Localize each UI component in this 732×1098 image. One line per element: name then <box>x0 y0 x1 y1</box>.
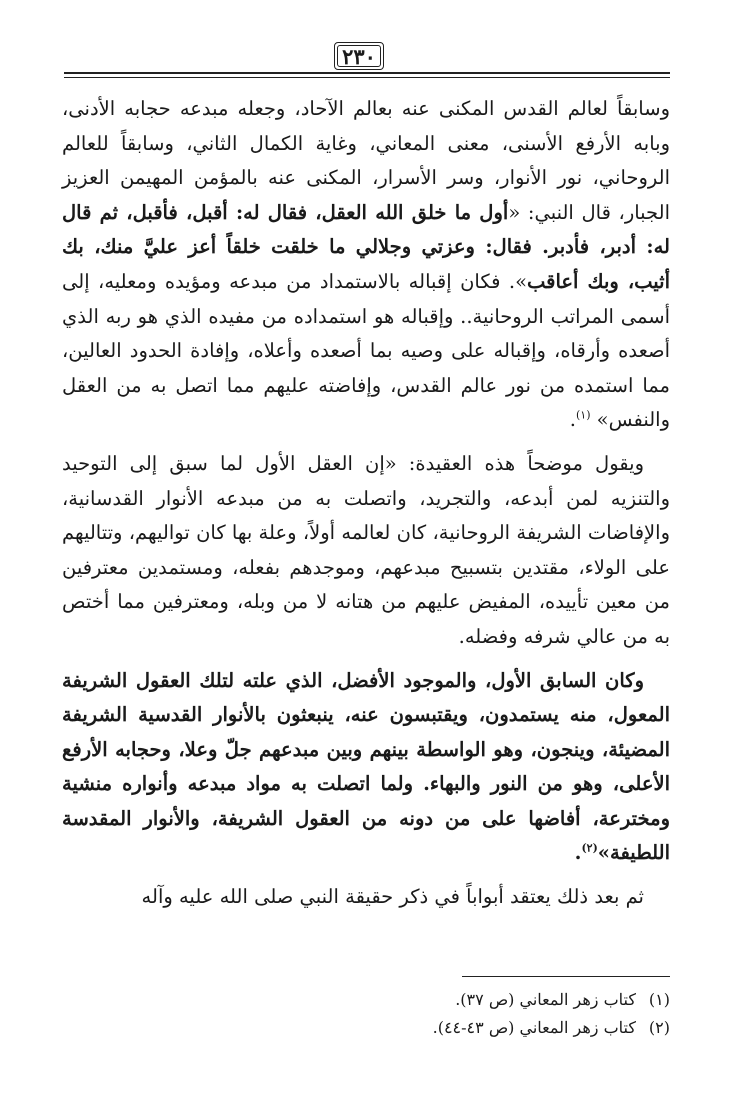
header-rule <box>64 72 670 74</box>
paragraph-3 <box>62 664 670 872</box>
footnote-rule <box>462 976 670 977</box>
paragraph-3-end: . <box>574 841 582 865</box>
paragraph-1-end: . <box>569 408 576 432</box>
paragraph-1 <box>62 92 670 438</box>
footnote-ref-1: (١) <box>575 408 591 422</box>
footnotes <box>62 986 670 1042</box>
paragraph-3-part-2: ينبعثون بالأنوار القدسية الشريفة المضيئة، وينجون، وهو الواسطة بينهم وبين مبدعهم جلّ وعلا، وحجابه الأرفع الأعلى، وهو من النور والبهاء. ولما اتصلت به مواد مبدعه وأنواره منشية ومخترعة، أفاضها على من دونه من العقول الشريفة، والأنوار المقدسة اللطيفة» <box>62 703 670 865</box>
footnote-mark: (١) <box>648 990 670 1009</box>
page-number <box>334 42 384 70</box>
page-number-text: ٢٣٠ <box>342 43 376 69</box>
footnote-2 <box>62 1014 670 1042</box>
paragraph-1-part-1: وسابقاً لعالم القدس المكنى عنه بعالم الآحاد، وجعله مبدعه حجابه الأدنى، وبابه الأرفع الأسنى، معنى المعاني، وغاية الكمال الثاني، وسابقاً للعالم الروحاني، نور الأنوار، وسر الأسرار، المكنى عنه بالمؤمن المهيمن العزيز الجبار، قال النبي: « <box>62 97 671 224</box>
footnote-text: كتاب زهر المعاني (ص ٣٧). <box>455 990 636 1009</box>
hadith-quote: أول ما خلق الله العقل، فقال له: أقبل، فأقبل، ثم قال له: أدبر، فأدبر. فقال: وعزتي وجلالي ما خلقت خلقاً أعز عليَّ منك، بك أثيب، وبك أعاقب <box>62 200 670 293</box>
header-rule-thin <box>64 77 670 78</box>
footnote-ref-2: (٢) <box>581 841 598 855</box>
paragraph-1-part-3: ». فكان إقباله بالاستمداد من مبدعه ومؤيده ومعليه، إلى أسمى المراتب الروحانية.. وإقباله هو استمداده من مفيده الذي هو ربه الذي أصعده وأرقاه، وإقباله على وصيه بما أصعده وأعلاه، وإفادة الحدود العالين، مما استمده من نور عالم القدس، وإفاضته عليهم مما اتصل به من العقل والنفس» <box>62 269 670 432</box>
footnote-text: كتاب زهر المعاني (ص ٤٣-٤٤). <box>432 1018 636 1037</box>
body-text <box>62 92 670 915</box>
footnote-mark: (٢) <box>648 1018 670 1037</box>
paragraph-3-part-1: وكان السابق الأول، والموجود الأفضل، الذي علته لتلك العقول الشريفة المعول، منه يستمدون، ويقتبسون عنه، <box>62 668 670 727</box>
paragraph-2: ويقول موضحاً هذه العقيدة: «إن العقل الأول لما سبق إلى التوحيد والتنزيه لمن أبدعه، والتجريد، واتصلت به من مبدعه الأنوار القدسانية، والإفاضات الشريفة الروحانية، كان لعالمه أولاً، وعلة بها كان تواليهم، وتتاليهم على الولاء، مقتدين بتسبيح مبدعهم، وموجدهم بفعله، ومستمدين معترفين من معين تأييده، المفيض عليهم من هتانه لا من وبله، ومعترفين مما أختص به من عالي شرفه وفضله. <box>62 451 670 648</box>
paragraph-4: ثم بعد ذلك يعتقد أبواباً في ذكر حقيقة النبي صلى الله عليه وآله <box>141 885 644 909</box>
footnote-1 <box>62 986 670 1014</box>
